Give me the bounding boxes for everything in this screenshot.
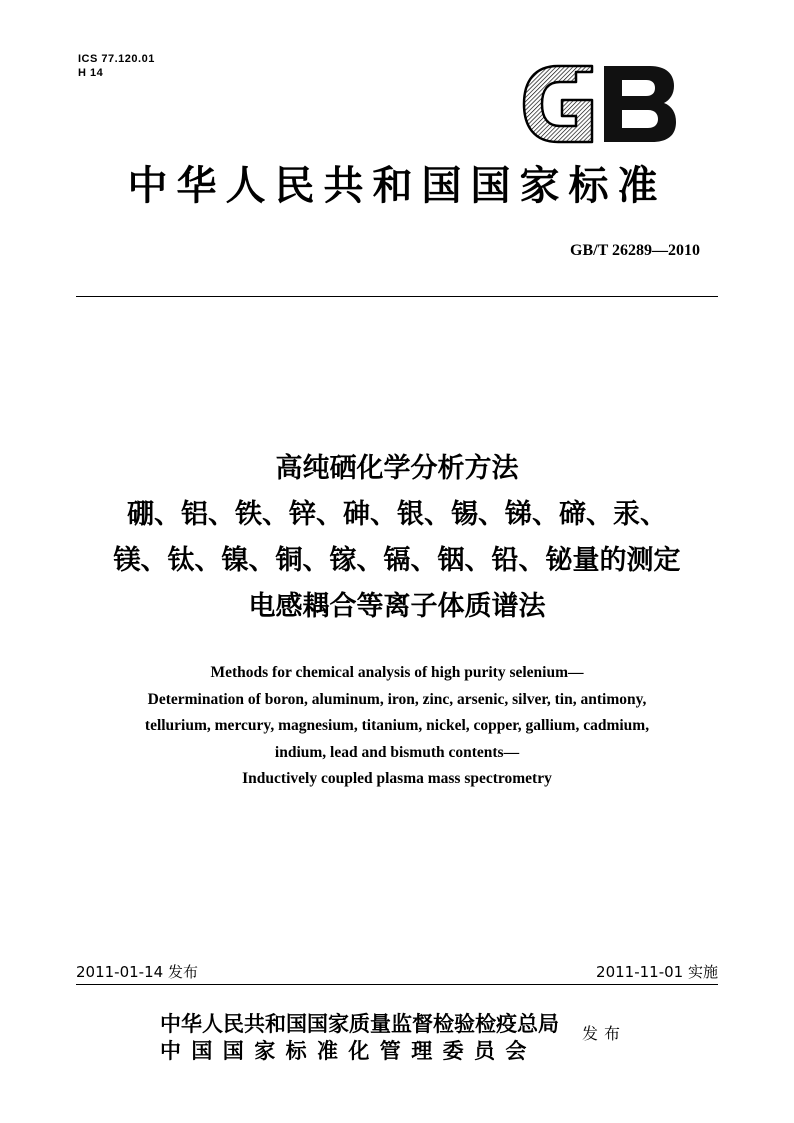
english-title-line: tellurium, mercury, magnesium, titanium, nickel, copper, gallium, cadmium,	[144, 717, 650, 734]
english-title-line: Determination of boron, aluminum, iron, zinc, arsenic, silver, tin, antimony,	[147, 690, 647, 708]
english-title-line: indium, lead and bismuth contents—	[274, 743, 520, 761]
classification-codes	[78, 52, 155, 80]
issuer-sac: 中国国家标准化管理委员会	[160, 1038, 537, 1063]
footer-divider	[76, 984, 718, 985]
chinese-title-line: 高纯硒化学分析方法	[275, 453, 519, 484]
english-title	[0, 660, 794, 793]
header-divider	[76, 296, 718, 297]
standard-code: GB/T 26289—2010	[570, 242, 700, 259]
gb-logo	[518, 62, 680, 146]
chinese-title-line: 电感耦合等离子体质谱法	[248, 591, 546, 622]
issuer-aqsiq: 中华人民共和国国家质量监督检验检疫总局	[160, 1011, 559, 1036]
publish-label: 发布	[582, 1024, 627, 1043]
issue-date: 2011-01-14 发布	[76, 963, 198, 981]
chinese-title	[0, 446, 794, 630]
implementation-date: 2011-11-01 实施	[596, 963, 718, 981]
ccs-code: H 14	[78, 67, 104, 79]
logo-letter-g	[524, 66, 592, 142]
standard-type-title: 中华人民共和国国家标准	[127, 162, 667, 209]
english-title-line: Methods for chemical analysis of high purity selenium—	[210, 664, 584, 681]
logo-letter-b	[604, 66, 676, 142]
english-title-line: Inductively coupled plasma mass spectrometry	[242, 770, 552, 787]
ics-code: ICS 77.120.01	[78, 53, 155, 65]
chinese-title-line: 镁、钛、镍、铜、镓、镉、铟、铅、铋量的测定	[113, 545, 681, 576]
chinese-title-line: 硼、铝、铁、锌、砷、银、锡、锑、碲、汞、	[127, 499, 667, 530]
